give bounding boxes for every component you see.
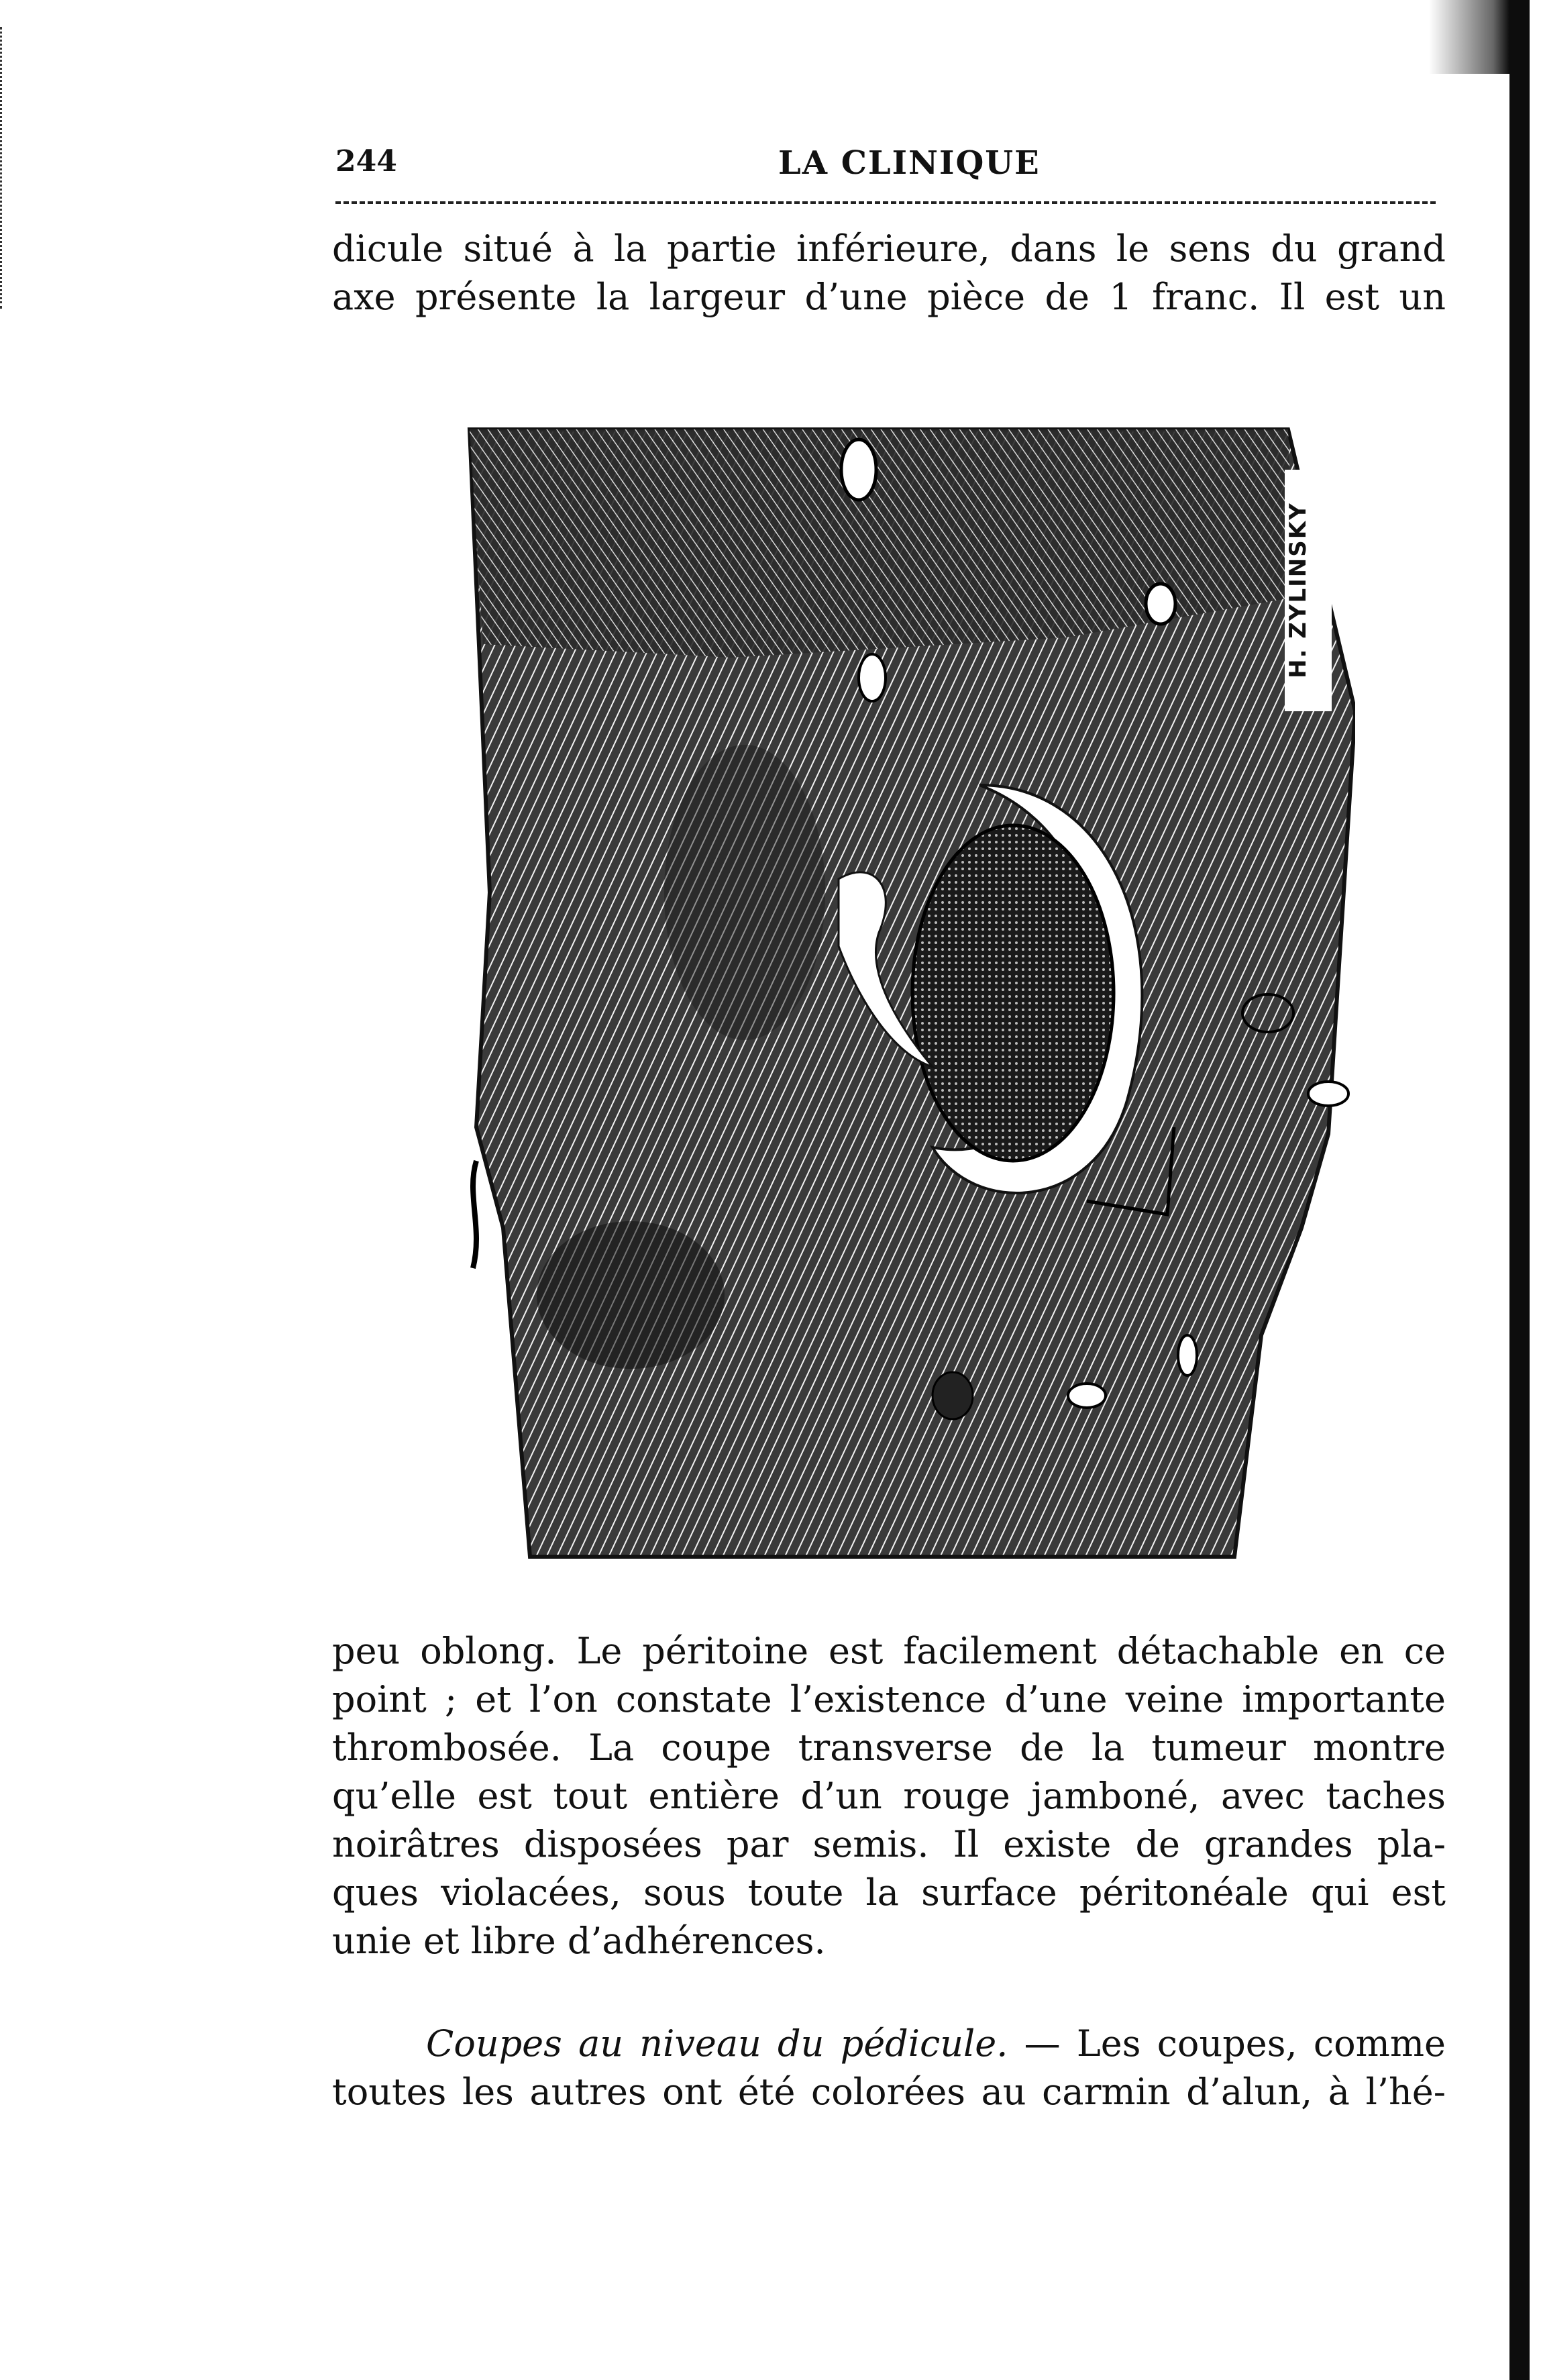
page-binding-edge xyxy=(1509,0,1530,2380)
page-corner-shadow xyxy=(1429,0,1509,74)
text-line: point ; et l’on constate l’existence d’une veine importante xyxy=(332,1678,1446,1720)
text-line: unie et libre d’adhérences. xyxy=(332,1920,826,1962)
running-head xyxy=(335,144,1436,185)
section-paragraph xyxy=(332,2020,1446,2116)
page-number: 244 xyxy=(335,144,397,178)
tissue-section-engraving xyxy=(463,423,1355,1563)
text-line: dicule situé à la partie inférieure, dans le sens du grand xyxy=(332,227,1446,270)
text-line: noirâtres disposées par semis. Il existe de grandes pla- xyxy=(332,1823,1446,1865)
text-line: qu’elle est tout entière d’un rouge jamboné, avec taches xyxy=(332,1775,1446,1817)
header-rule xyxy=(335,201,1436,204)
engraver-signature: H. ZYLINSKY xyxy=(1285,470,1332,711)
page-left-edge xyxy=(0,27,7,309)
text-line: thrombosée. La coupe transverse de la tumeur montre xyxy=(332,1726,1446,1769)
section-heading: Coupes au niveau du pédicule. xyxy=(426,2022,1008,2065)
section-first-line xyxy=(332,2020,1446,2068)
histology-figure xyxy=(463,423,1355,1563)
running-title: LA CLINIQUE xyxy=(778,144,1041,182)
text-line: ques violacées, sous toute la surface péritonéale qui est xyxy=(332,1871,1446,1914)
bottom-paragraph xyxy=(332,1627,1446,1965)
top-paragraph xyxy=(332,225,1446,321)
section-text: — Les coupes, comme xyxy=(1008,2022,1446,2065)
text-line: toutes les autres ont été colorées au carmin d’alun, à l’hé- xyxy=(332,2071,1446,2113)
text-line: peu oblong. Le péritoine est facilement détachable en ce xyxy=(332,1630,1446,1672)
text-line: axe présente la largeur d’une pièce de 1 franc. Il est un xyxy=(332,276,1446,318)
